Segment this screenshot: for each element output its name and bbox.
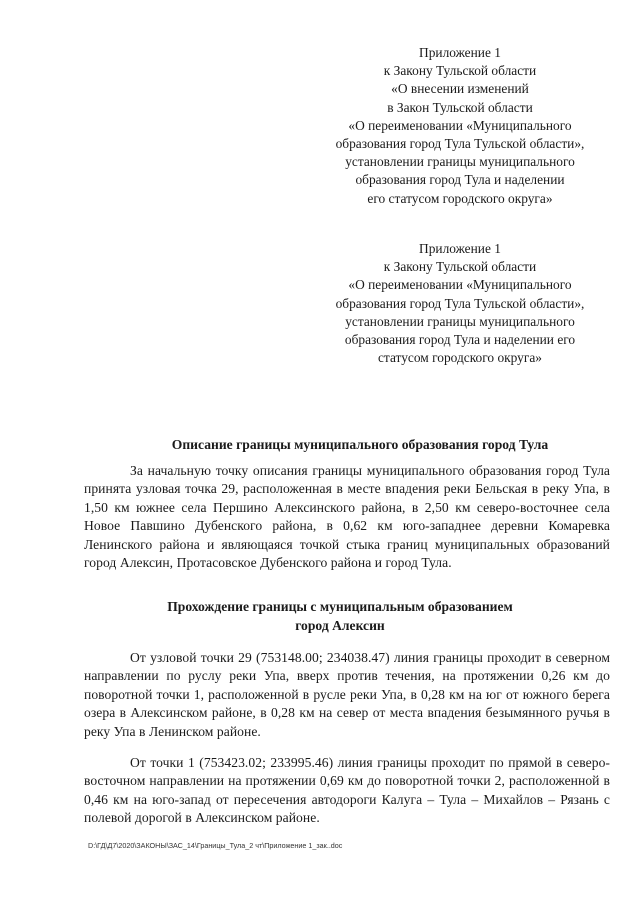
footer-file-path: D:\ГД\Д7\2020\ЗАКОНЫ\ЗАС_14\Границы_Тула_2 чт\Приложение 1_зак..doc bbox=[88, 841, 343, 850]
appendix-line: образования город Тула Тульской области», bbox=[335, 136, 585, 152]
appendix-line: его статусом городского округа» bbox=[367, 190, 553, 206]
appendix-line: в Закон Тульской области bbox=[387, 99, 533, 115]
boundary-paragraph: От точки 1 (753423.02; 233995.46) линия границы проходит по прямой в северо-восточном направлении на протяжении 0,69 км до поворотной точки 2, расположенной в 0,46 км на юго-запад от пересечения автодороги Калуга – Тула – Михайлов – Рязань с полевой дорогой в Алексинском районе. bbox=[84, 755, 610, 826]
appendix-line: «О переименовании «Муниципального bbox=[348, 117, 572, 133]
main-title: Описание границы муниципального образования город Тула bbox=[171, 437, 549, 452]
boundary-paragraph: От узловой точки 29 (753148.00; 234038.47) линия границы проходит в северном направлении по руслу реки Упа, вверх против течения, на протяжении 0,26 км до поворотной точки 1, расположенной в русле реки Упа, в 0,28 км на юг от южного берега озера в Алексинском районе, в 0,28 км на север от места впадения безымянного ручья в реку Упа в Ленинском районе. bbox=[84, 650, 610, 739]
appendix-line: статусом городского округа» bbox=[377, 350, 542, 366]
appendix-header-original bbox=[300, 240, 620, 367]
section-heading-line: Прохождение границы с муниципальным образованием bbox=[167, 599, 513, 614]
appendix-line: установлении границы муниципального bbox=[345, 154, 575, 170]
appendix-line: установлении границы муниципального bbox=[345, 313, 575, 329]
appendix-header-amendment bbox=[300, 44, 620, 208]
section-heading bbox=[60, 598, 620, 635]
intro-paragraph: За начальную точку описания границы муниципального образования город Тула принята узловая точка 29, расположенная в месте впадения реки Бельская в реку Упа, в 1,50 км южнее села Першино Алексинского района, в 2,50 км северо-восточнее села Новое Павшино Дубенского района, в 0,62 км юго-западнее деревни Комаревка Ленинского района и являющаяся точкой стыка границ муниципальных образований город Алексин, Протасовское Дубенского района и город Тула. bbox=[84, 463, 610, 571]
appendix-line: «О переименовании «Муниципального bbox=[348, 277, 572, 293]
section-heading-line: город Алексин bbox=[295, 617, 385, 633]
appendix-line: «О внесении изменений bbox=[391, 81, 529, 97]
appendix-line: образования город Тула и наделении bbox=[355, 172, 565, 188]
appendix-line: образования город Тула и наделении его bbox=[344, 332, 576, 348]
appendix-line: образования город Тула Тульской области», bbox=[335, 295, 585, 311]
appendix-line: Приложение 1 bbox=[419, 241, 501, 256]
appendix-line: к Закону Тульской области bbox=[383, 259, 537, 275]
appendix-line: Приложение 1 bbox=[419, 45, 501, 60]
appendix-line: к Закону Тульской области bbox=[383, 63, 537, 79]
